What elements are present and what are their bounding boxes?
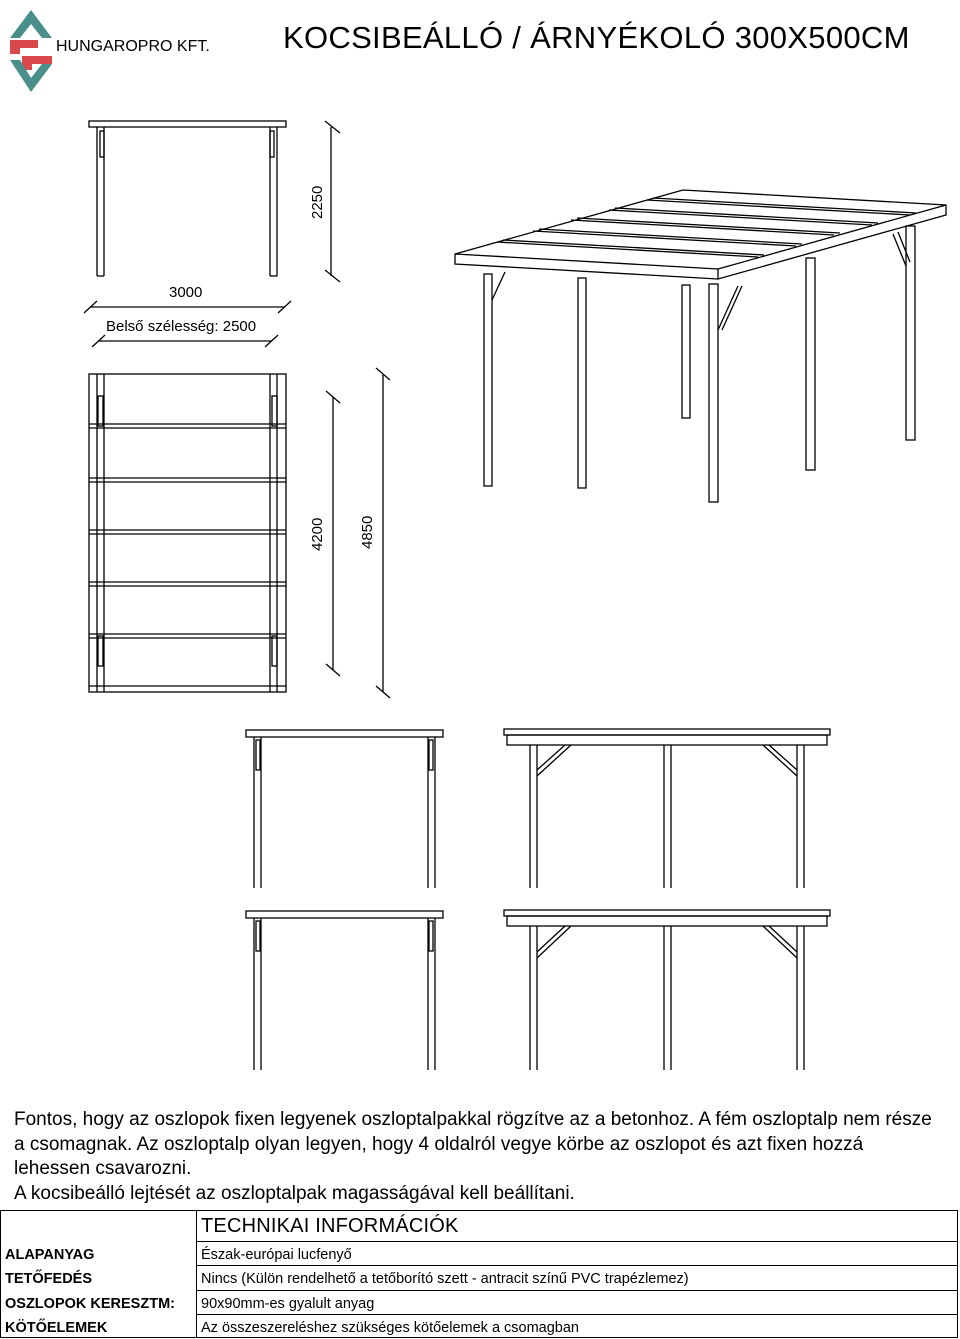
company-name: HUNGAROPRO KFT.	[56, 38, 210, 55]
tech-row-value: Az összeszereléshez szükséges kötőelemek a csomagban	[201, 1320, 579, 1336]
table-divider	[196, 1314, 958, 1315]
inner-length-dim-label: 4200	[309, 517, 326, 551]
plan-view-drawing	[89, 374, 286, 692]
front-view-drawing	[89, 121, 286, 276]
table-divider	[196, 1290, 958, 1291]
length-dimension	[326, 368, 390, 698]
tech-row-label: TETŐFEDÉS	[5, 1271, 93, 1287]
tech-row-label: ALAPANYAG	[5, 1247, 95, 1263]
side-view-rear-drawing	[504, 910, 830, 1070]
side-view-front-drawing	[246, 730, 443, 888]
width-dim-label: 3000	[169, 284, 203, 301]
tech-row-label: KÖTŐELEMEK	[5, 1320, 108, 1336]
table-divider	[196, 1241, 958, 1242]
note-paragraph: Fontos, hogy az oszlopok fixen legyenek oszloptalpakkal rögzítve az a betonhoz. A fém oszloptalp nem része a csomagnak. Az oszloptalp olyan legyen, hogy 4 oldalról vegye körbe az oszlopot és azt fixen hozzá lehessen csavarozni.	[14, 1109, 932, 1179]
end-view-drawing	[246, 911, 443, 1070]
tech-row-value: 90x90mm-es gyalult anyag	[201, 1296, 375, 1312]
tech-row-label: OSZLOPOK KERESZTM:	[5, 1296, 175, 1312]
table-divider	[196, 1210, 197, 1338]
installation-notes	[14, 1108, 944, 1206]
table-divider	[196, 1265, 958, 1266]
tech-info-title: TECHNIKAI INFORMÁCIÓK	[201, 1215, 459, 1237]
isometric-view-drawing	[455, 190, 946, 502]
page-title: KOCSIBEÁLLÓ / ÁRNYÉKOLÓ 300X500CM	[283, 20, 910, 55]
length-dim-label: 4850	[359, 515, 376, 549]
side-view-long-drawing	[504, 729, 830, 888]
note-paragraph: A kocsibeálló lejtését az oszloptalpak magasságával kell beállítani.	[14, 1182, 575, 1204]
height-dimension	[325, 121, 340, 282]
height-dim-label: 2250	[309, 185, 326, 219]
inner-width-dim-label: Belső szélesség: 2500	[106, 318, 257, 335]
tech-row-value: Észak-európai lucfenyő	[201, 1247, 352, 1263]
tech-row-value: Nincs (Külön rendelhető a tetőborító szett - antracit színű PVC trapézlemez)	[201, 1271, 689, 1287]
